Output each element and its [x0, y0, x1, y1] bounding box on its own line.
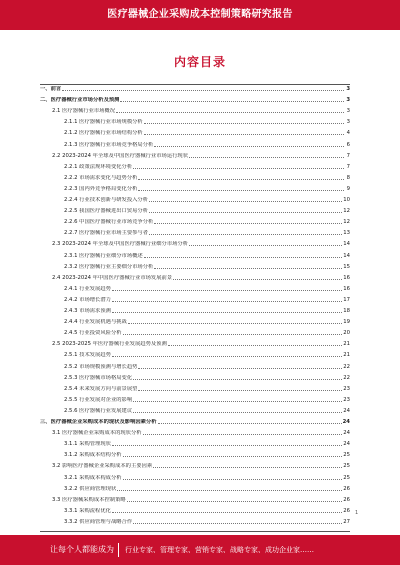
toc-entry[interactable] — [64, 286, 350, 293]
toc-dot-leader — [154, 268, 342, 269]
toc-entry[interactable] — [64, 375, 350, 382]
toc-dot-leader — [133, 379, 342, 380]
toc-entry-title: 2.3.2 医疗器械行业主要细分市场分析 — [64, 263, 154, 270]
footer-tagline: 行业专家、管理专家、营销专家、战略专家、成功企业家…… — [125, 546, 314, 554]
toc-entry-title: 2.2.2 市场需求变化与趋势分析 — [64, 174, 138, 181]
toc-entry[interactable] — [64, 164, 350, 171]
toc-entry-page: 12 — [343, 219, 350, 226]
toc-entry-page: 7 — [346, 152, 350, 159]
toc-dot-leader — [112, 356, 342, 357]
toc-entry-title: 2.2.4 行业技术创新与研发投入分析 — [64, 197, 149, 203]
toc-entry-page: 12 — [343, 208, 350, 215]
toc-entry-page: 14 — [343, 241, 350, 248]
toc-entry-page: 22 — [343, 374, 350, 381]
toc-entry-page: 24 — [343, 430, 350, 437]
toc-entry-page: 24 — [343, 441, 350, 448]
toc-entry[interactable] — [64, 308, 350, 315]
toc-entry-page: 16 — [343, 285, 350, 292]
toc-dot-leader — [144, 134, 344, 135]
toc-entry[interactable] — [64, 175, 350, 182]
toc-entry-page: 15 — [343, 263, 350, 270]
toc-dot-leader — [149, 234, 342, 235]
footer-bar — [0, 535, 400, 565]
toc-entry[interactable] — [40, 86, 350, 93]
toc-entry-page: 6 — [346, 141, 350, 148]
toc-dot-leader — [123, 479, 343, 480]
toc-dot-leader — [173, 279, 342, 280]
toc-entry-page: 7 — [346, 163, 350, 170]
toc-dot-leader — [112, 312, 342, 313]
toc-entry-title: 2.5.1 技术发展趋势 — [64, 352, 111, 359]
toc-dot-leader — [62, 90, 344, 91]
toc-entry-title: 2.2.7 医疗器械行业市场主要参与者 — [64, 230, 149, 237]
toc-entry-title: 3.1.2 采购成本结构分析 — [64, 452, 122, 459]
toc-entry-title: 2.4.2 市场增长潜力 — [64, 296, 111, 303]
toc-entry-title: 2.1.3 医疗器械行业市场竞争格局分析 — [64, 141, 154, 148]
table-of-contents — [40, 86, 350, 530]
toc-entry[interactable] — [52, 497, 350, 504]
toc-entry-page: 14 — [343, 252, 350, 259]
toc-entry-title: 2.2.5 我国医疗器械进出口贸易分析 — [64, 208, 149, 215]
toc-dot-leader — [133, 412, 342, 413]
toc-entry-title: 3.2.1 采购成本构成分析 — [64, 474, 122, 481]
toc-entry-title: 2.3 2023-2024 年全球及中国医疗器械行业细分市场分析 — [52, 241, 189, 248]
toc-entry-page: 26 — [343, 496, 350, 503]
toc-entry-page: 4 — [346, 130, 350, 137]
toc-entry-title: 2.4 2023-2024 年中国医疗器械行业市场发展前景 — [52, 274, 173, 281]
toc-entry[interactable] — [52, 463, 350, 470]
toc-entry-title: 3.3 医疗器械采购成本控制策略 — [52, 496, 126, 503]
toc-title: 内容目录 — [173, 55, 226, 69]
toc-dot-leader — [154, 146, 344, 147]
toc-entry-page: 27 — [343, 518, 350, 525]
toc-dot-leader — [158, 423, 342, 424]
toc-entry[interactable] — [64, 230, 350, 237]
toc-dot-leader — [138, 368, 342, 369]
toc-dot-leader — [112, 301, 342, 302]
toc-entry[interactable] — [64, 519, 350, 526]
toc-dot-leader — [123, 456, 343, 457]
toc-top-rule — [40, 84, 350, 85]
toc-dot-leader — [112, 290, 342, 291]
toc-entry[interactable] — [64, 142, 350, 149]
toc-entry[interactable] — [64, 197, 350, 204]
toc-entry-title: 2.5.3 医疗器械市场格局变化 — [64, 374, 133, 381]
toc-entry[interactable] — [64, 297, 350, 304]
toc-entry[interactable] — [64, 219, 350, 226]
page-number: 1 — [355, 510, 359, 516]
toc-dot-leader — [154, 223, 342, 224]
toc-entry-page: 10 — [343, 197, 350, 203]
toc-entry-title: 2.5 2023-2025 年医疗器械行业发展趋势及预测 — [52, 341, 167, 348]
toc-entry[interactable] — [64, 264, 350, 271]
toc-entry-title: 2.1.1 医疗器械行业市场规模分析 — [64, 119, 143, 126]
toc-entry-page: 26 — [343, 485, 350, 492]
toc-entry-title: 2.4.1 行业发展趋势 — [64, 285, 111, 292]
toc-entry-page: 3 — [346, 108, 350, 115]
toc-entry-page: 20 — [343, 330, 350, 337]
toc-entry[interactable] — [64, 330, 350, 337]
toc-entry[interactable] — [64, 352, 350, 359]
toc-entry-title: 2.5.5 行业发展对企业的影响 — [64, 396, 133, 403]
toc-dot-leader — [116, 112, 344, 113]
toc-entry-title: 2.2.1 政策法规环境变化分析 — [64, 163, 133, 170]
toc-entry[interactable] — [64, 486, 350, 493]
toc-entry-title: 3.1 医疗器械企业采购成本的现状分析 — [52, 430, 142, 437]
toc-dot-leader — [138, 390, 342, 391]
toc-entry[interactable] — [64, 119, 350, 126]
header-bar — [0, 0, 400, 30]
report-title: 医疗器械企业采购成本控制策略研究报告 — [107, 9, 293, 20]
footer-slogan: 让每个人都能成为 — [50, 545, 114, 554]
toc-entry-title: 3.2.2 供应商管理现状 — [64, 485, 117, 492]
toc-entry-page: 23 — [343, 396, 350, 403]
toc-dot-leader — [117, 490, 342, 491]
toc-entry-page: 3 — [346, 119, 350, 126]
toc-dot-leader — [133, 523, 342, 524]
toc-entry-title: 2.2.6 中国医疗器械行业市场竞争分析 — [64, 219, 154, 226]
toc-entry-page: 25 — [343, 463, 350, 470]
toc-entry[interactable] — [52, 275, 350, 282]
toc-dot-leader — [133, 401, 342, 402]
toc-entry-page: 3 — [346, 97, 350, 104]
toc-dot-leader — [133, 168, 344, 169]
toc-entry-title: 三、医疗器械企业采购成本的现状及影响因素分析 — [40, 419, 157, 425]
toc-entry-page: 21 — [343, 352, 350, 359]
toc-dot-leader — [138, 179, 344, 180]
toc-entry[interactable] — [40, 97, 350, 104]
toc-entry[interactable] — [64, 475, 350, 482]
toc-entry[interactable] — [64, 319, 350, 326]
toc-dot-leader — [123, 334, 343, 335]
toc-dot-leader — [144, 123, 344, 124]
toc-entry-page: 22 — [343, 363, 350, 370]
toc-entry[interactable] — [64, 508, 350, 515]
toc-entry[interactable] — [52, 108, 350, 115]
toc-dot-leader — [144, 257, 343, 258]
toc-entry[interactable] — [64, 386, 350, 393]
toc-entry[interactable] — [52, 153, 350, 160]
toc-entry-page: 3 — [346, 86, 350, 92]
toc-entry-page: 23 — [343, 385, 350, 392]
toc-entry-page: 24 — [342, 419, 350, 425]
toc-entry[interactable] — [52, 430, 350, 437]
toc-entry[interactable] — [64, 441, 350, 448]
toc-entry-title: 3.3.2 供应商管理与战略合作 — [64, 518, 133, 525]
toc-dot-leader — [120, 101, 344, 102]
toc-dot-leader — [112, 445, 342, 446]
toc-entry-page: 9 — [346, 185, 350, 192]
toc-entry-page: 25 — [343, 452, 350, 459]
toc-entry[interactable] — [52, 341, 350, 348]
toc-entry-title: 2.3.1 医疗器械行业细分市场概述 — [64, 252, 143, 259]
toc-bottom-rule — [40, 531, 350, 532]
toc-entry-page: 13 — [343, 230, 350, 237]
toc-entry[interactable] — [64, 130, 350, 137]
toc-dot-leader — [168, 345, 342, 346]
toc-entry-title: 2.4.4 行业发展机遇与挑战 — [64, 319, 127, 326]
toc-entry-title: 2.5.6 医疗器械行业发展建议 — [64, 407, 133, 414]
toc-entry-title: 2.5.2 市场规模预测与增长趋势 — [64, 363, 138, 370]
toc-entry-title: 3.1.1 采购管理现状 — [64, 441, 111, 448]
toc-entry-title: 2.1 医疗器械行业市场概况 — [52, 108, 116, 115]
toc-entry-title: 2.4.3 市场需求预测 — [64, 308, 111, 314]
toc-entry-page: 21 — [343, 341, 350, 348]
toc-entry[interactable] — [64, 208, 350, 215]
toc-dot-leader — [138, 190, 344, 191]
toc-entry-page: 8 — [346, 174, 350, 181]
toc-dot-leader — [189, 245, 342, 246]
toc-entry-page: 26 — [343, 507, 350, 514]
toc-entry-page: 16 — [343, 274, 350, 281]
toc-entry[interactable] — [64, 452, 350, 459]
toc-entry-title: 3.2 影响医疗器械企业采购成本的主要因素 — [52, 463, 153, 470]
toc-entry-title: 2.1.2 医疗器械行业市场结构分析 — [64, 130, 143, 137]
toc-entry-page: 19 — [343, 319, 350, 326]
toc-entry[interactable] — [64, 397, 350, 404]
toc-entry-page: 17 — [343, 296, 350, 303]
toc-entry-title: 2.4.5 行业投资风险分析 — [64, 330, 122, 337]
toc-entry-title: 3.3.1 采购流程优化 — [64, 507, 111, 514]
toc-dot-leader — [127, 501, 343, 502]
toc-entry[interactable] — [64, 364, 350, 371]
toc-dot-leader — [149, 212, 342, 213]
toc-entry-title: 一、前言 — [40, 86, 62, 92]
toc-dot-leader — [189, 157, 344, 158]
toc-entry[interactable] — [64, 408, 350, 415]
toc-entry[interactable] — [64, 253, 350, 260]
toc-entry-title: 二、医疗器械行业市场分析及预测 — [40, 97, 120, 104]
toc-entry-title: 2.5.4 未来发展方向与前景展望 — [64, 385, 138, 392]
toc-entry[interactable] — [64, 186, 350, 193]
toc-entry-title: 2.2.3 国内外竞争格局变化分析 — [64, 185, 138, 192]
toc-entry-page: 25 — [343, 474, 350, 481]
toc-entry-title: 2.2 2023-2024 年全球及中国医疗器械行业市场运行现状 — [52, 152, 189, 159]
footer-divider — [118, 543, 119, 557]
toc-dot-leader — [153, 467, 342, 468]
toc-entry[interactable] — [52, 241, 350, 248]
toc-dot-leader — [112, 512, 342, 513]
toc-dot-leader — [143, 434, 343, 435]
toc-dot-leader — [128, 323, 342, 324]
toc-dot-leader — [149, 201, 342, 202]
toc-entry-page: 18 — [343, 308, 350, 314]
toc-entry-page: 24 — [343, 407, 350, 414]
toc-entry[interactable] — [40, 419, 350, 426]
